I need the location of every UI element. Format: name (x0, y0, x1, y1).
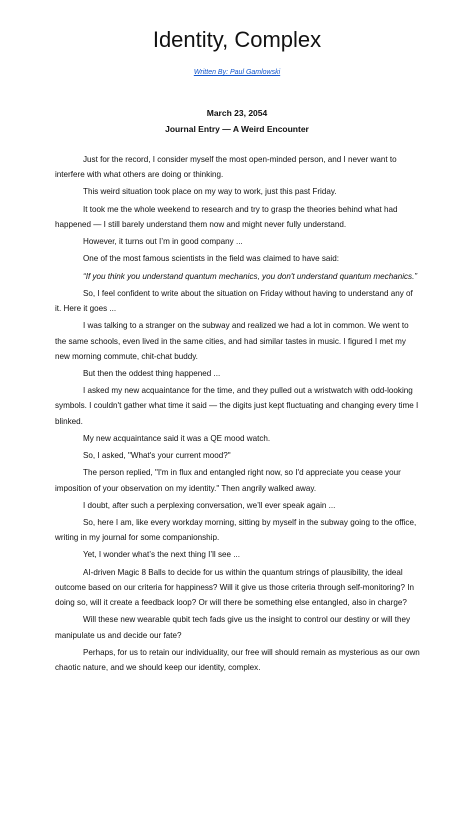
paragraph: This weird situation took place on my way to work, just this past Friday. (83, 187, 337, 197)
paragraph: I was talking to a stranger on the subway and realized we had a lot in common. We went to the same schools, even lived in the same cities, and had similar tastes in music. I figured I met my new morning commute, chit-chat buddy. (55, 321, 409, 361)
journal-body (55, 152, 420, 677)
paragraph: So, I feel confident to write about the situation on Friday without having to understand any of it. Here it goes ... (55, 288, 413, 314)
paragraph: So, here I am, like every workday morning, sitting by myself in the subway going to the office, writing in my journal for some companionship. (55, 518, 417, 543)
author-link[interactable]: Written By: Paul Gamlowski (193, 69, 281, 76)
byline (0, 68, 474, 77)
paragraph: Perhaps, for us to retain our individuality, our free will should remain as mysterious as our own chaotic nature, and we should keep our identity, complex. (55, 647, 420, 673)
paragraph: Will these new wearable qubit tech fads give us the insight to control our destiny or will they manipulate us and decide our fate? (55, 615, 411, 640)
paragraph: My new acquaintance said it was a QE mood watch. (83, 433, 271, 443)
paragraph: The person replied, "I'm in flux and entangled right now, so I'd appreciate you cease your imposition of your observation on my identity." Then angrily walked away. (55, 468, 401, 493)
entry-date: March 23, 2054 (206, 108, 268, 118)
paragraph: I doubt, after such a perplexing conversation, we’ll ever speak again ... (83, 500, 336, 510)
quote-paragraph: “If you think you understand quantum mechanics, you don't understand quantum mechanics.” (83, 271, 418, 281)
document-title: Identity, Complex (152, 27, 322, 52)
paragraph: One of the most famous scientists in the field was claimed to have said: (83, 254, 339, 264)
entry-title: Journal Entry — A Weird Encounter (165, 124, 309, 134)
paragraph: It took me the whole weekend to research and try to grasp the theories behind what had happened — I still barely understand them now and might never fully understand. (55, 204, 398, 229)
paragraph: Yet, I wonder what’s the next thing I’ll see ... (83, 550, 241, 560)
paragraph: I asked my new acquaintance for the time, and they pulled out a wristwatch with odd-looking symbols. I couldn't gather what time it said — the digits just kept fluctuating and changing every time I blinked. (55, 386, 419, 426)
paragraph: But then the oddest thing happened ... (83, 368, 221, 378)
paragraph: Just for the record, I consider myself the most open-minded person, and I never want to interfere with what others are doing or thinking. (55, 155, 397, 180)
paragraph: So, I asked, "What's your current mood?" (83, 451, 231, 461)
paragraph: However, it turns out I’m in good company ... (83, 237, 243, 247)
paragraph: AI-driven Magic 8 Balls to decide for us within the quantum strings of plausibility, the ideal outcome based on our criteria for happiness? Will it give us those criteria through self-monitoring? In doing so, will it create a feedback loop? Or will there be something else entangled, also in charge? (55, 567, 415, 608)
